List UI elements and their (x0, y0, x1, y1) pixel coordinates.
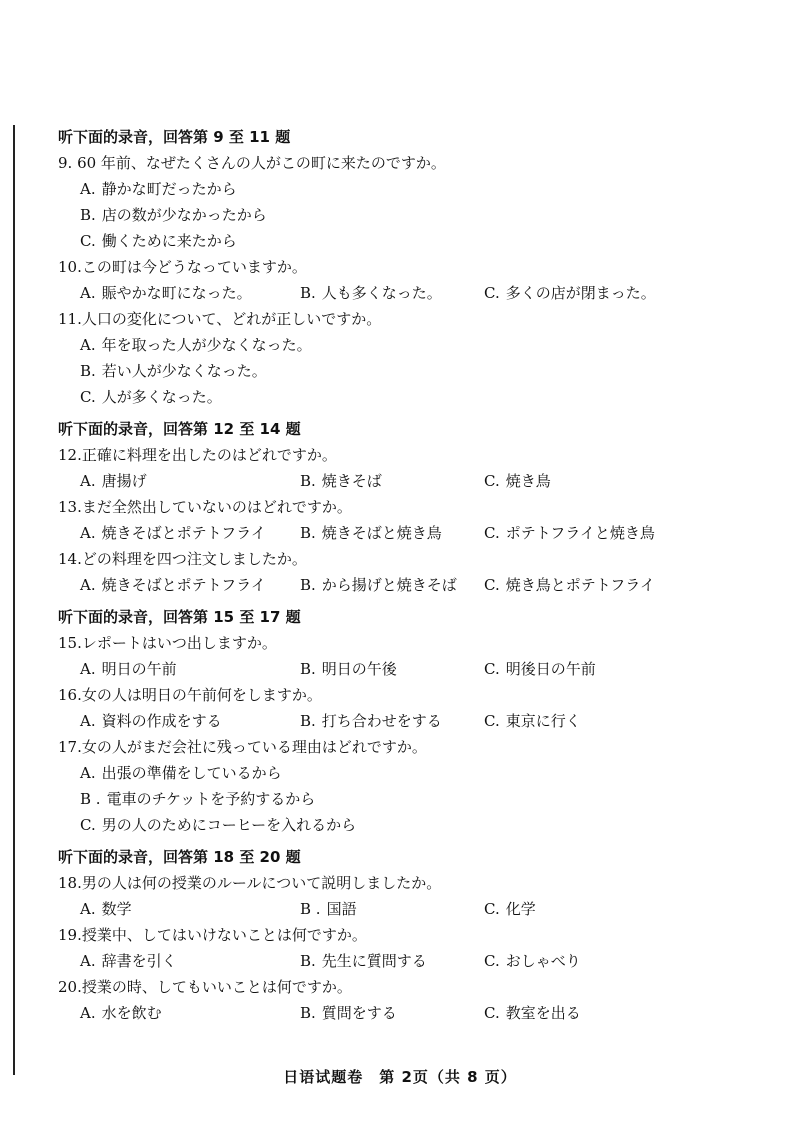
option-20-a (80, 1000, 300, 1026)
option-letter: B. (300, 472, 316, 490)
options-question-18 (58, 896, 758, 922)
option-text: 働くために来たから (101, 232, 237, 250)
option-text: 打ち合わせをする (321, 712, 442, 730)
exam-page (58, 124, 758, 1026)
question-20: 20.授業の時、してもいいことは何ですか。 (58, 978, 352, 996)
option-letter: B. (300, 1004, 316, 1022)
option-text: 人も多くなった。 (321, 284, 442, 302)
option-10-c (484, 280, 684, 306)
option-text: 辞書を引く (101, 952, 177, 970)
option-15-a (80, 656, 300, 682)
option-text: 焼きそばとポテトフライ (101, 524, 266, 542)
option-letter: C. (484, 524, 500, 542)
option-letter: A. (80, 952, 96, 970)
section-header-12-14: 听下面的录音，回答第 12 至 14 题 (58, 420, 301, 438)
page-footer: 日语试题卷 第 2页（共 8 页） (283, 1068, 517, 1086)
option-18-b (300, 896, 484, 922)
option-letter: C. (484, 900, 500, 918)
option-19-c (484, 948, 684, 974)
options-question-17 (58, 760, 758, 838)
options-question-9 (58, 176, 758, 254)
option-17-a (80, 760, 758, 786)
option-10-b (300, 280, 484, 306)
left-margin-line (13, 125, 15, 1075)
option-12-b (300, 468, 484, 494)
option-text: から揚げと焼きそば (321, 576, 457, 594)
option-text: 先生に質問する (321, 952, 427, 970)
option-letter: C. (80, 388, 96, 406)
option-text: 焼きそばとポテトフライ (101, 576, 266, 594)
option-18-c (484, 896, 684, 922)
option-9-a (80, 176, 758, 202)
option-19-a (80, 948, 300, 974)
option-letter: C. (484, 576, 500, 594)
option-text: 水を飲む (101, 1004, 162, 1022)
option-9-b (80, 202, 758, 228)
option-letter: A. (80, 180, 96, 198)
question-14: 14.どの料理を四つ注文しましたか。 (58, 550, 307, 568)
section-header-15-17: 听下面的录音，回答第 15 至 17 题 (58, 608, 301, 626)
option-letter: C. (484, 952, 500, 970)
option-text: 明日の午後 (321, 660, 397, 678)
options-question-20 (58, 1000, 758, 1026)
option-10-a (80, 280, 300, 306)
option-letter: A. (80, 576, 96, 594)
option-15-c (484, 656, 684, 682)
option-18-a (80, 896, 300, 922)
option-letter: B . (300, 900, 321, 918)
option-letter: C. (484, 284, 500, 302)
option-17-b (80, 786, 758, 812)
option-text: 焼き鳥 (505, 472, 551, 490)
option-17-c (80, 812, 758, 838)
question-9: 9. 60 年前、なぜたくさんの人がこの町に来たのですか。 (58, 154, 446, 172)
options-question-12 (58, 468, 758, 494)
option-16-b (300, 708, 484, 734)
option-16-a (80, 708, 300, 734)
options-question-16 (58, 708, 758, 734)
option-text: 出張の準備をしているから (101, 764, 282, 782)
option-text: 電車のチケットを予約するから (106, 790, 316, 808)
options-question-13 (58, 520, 758, 546)
option-letter: B. (300, 284, 316, 302)
option-letter: B. (300, 576, 316, 594)
option-text: 東京に行く (505, 712, 581, 730)
option-letter: C. (484, 712, 500, 730)
question-10: 10.この町は今どうなっていますか。 (58, 258, 307, 276)
option-text: 教室を出る (505, 1004, 581, 1022)
option-letter: C. (80, 816, 96, 834)
option-15-b (300, 656, 484, 682)
question-16: 16.女の人は明日の午前何をしますか。 (58, 686, 322, 704)
option-13-b (300, 520, 484, 546)
question-18: 18.男の人は何の授業のルールについて説明しましたか。 (58, 874, 442, 892)
option-letter: A. (80, 472, 96, 490)
option-text: 唐揚げ (101, 472, 147, 490)
option-text: 賑やかな町になった。 (101, 284, 252, 302)
options-question-10 (58, 280, 758, 306)
option-letter: B. (300, 524, 316, 542)
option-letter: B. (300, 660, 316, 678)
question-15: 15.レポートはいつ出しますか。 (58, 634, 277, 652)
option-letter: A. (80, 900, 96, 918)
option-9-c (80, 228, 758, 254)
option-12-a (80, 468, 300, 494)
option-20-c (484, 1000, 684, 1026)
option-letter: C. (484, 660, 500, 678)
option-11-c (80, 384, 758, 410)
option-letter: B. (80, 362, 96, 380)
option-text: 店の数が少なかったから (101, 206, 267, 224)
option-text: 焼きそば (321, 472, 382, 490)
option-text: 年を取った人が少なくなった。 (101, 336, 312, 354)
options-question-14 (58, 572, 758, 598)
option-13-c (484, 520, 684, 546)
option-text: 明日の午前 (101, 660, 177, 678)
option-14-b (300, 572, 484, 598)
option-text: 国語 (326, 900, 357, 918)
option-letter: A. (80, 284, 96, 302)
option-text: 化学 (505, 900, 536, 918)
option-text: 人が多くなった。 (101, 388, 222, 406)
option-text: ポテトフライと焼き鳥 (505, 524, 655, 542)
option-letter: C. (484, 1004, 500, 1022)
option-text: 焼きそばと焼き鳥 (321, 524, 442, 542)
option-text: 焼き鳥とポテトフライ (505, 576, 655, 594)
option-11-b (80, 358, 758, 384)
option-letter: A. (80, 712, 96, 730)
option-text: 若い人が少なくなった。 (101, 362, 267, 380)
question-11: 11.人口の変化について、どれが正しいですか。 (58, 310, 382, 328)
option-14-a (80, 572, 300, 598)
question-13: 13.まだ全然出していないのはどれですか。 (58, 498, 352, 516)
options-question-11 (58, 332, 758, 410)
option-text: 数学 (101, 900, 132, 918)
option-letter: A. (80, 524, 96, 542)
section-header-18-20: 听下面的录音，回答第 18 至 20 题 (58, 848, 301, 866)
question-12: 12.正確に料理を出したのはどれですか。 (58, 446, 337, 464)
option-16-c (484, 708, 684, 734)
question-19: 19.授業中、してはいけないことは何ですか。 (58, 926, 367, 944)
option-letter: C. (484, 472, 500, 490)
option-letter: A. (80, 1004, 96, 1022)
option-letter: A. (80, 336, 96, 354)
question-17: 17.女の人がまだ会社に残っている理由はどれですか。 (58, 738, 427, 756)
options-question-15 (58, 656, 758, 682)
option-letter: B . (80, 790, 101, 808)
option-text: 静かな町だったから (101, 180, 237, 198)
options-question-19 (58, 948, 758, 974)
option-letter: B. (300, 952, 316, 970)
option-letter: C. (80, 232, 96, 250)
option-text: 明後日の午前 (505, 660, 596, 678)
option-12-c (484, 468, 684, 494)
option-letter: A. (80, 660, 96, 678)
option-text: 多くの店が閉まった。 (505, 284, 656, 302)
option-14-c (484, 572, 684, 598)
option-text: おしゃべり (505, 952, 581, 970)
option-13-a (80, 520, 300, 546)
option-text: 資料の作成をする (101, 712, 222, 730)
option-19-b (300, 948, 484, 974)
section-header-9-11: 听下面的录音，回答第 9 至 11 题 (58, 128, 291, 146)
option-letter: B. (300, 712, 316, 730)
option-20-b (300, 1000, 484, 1026)
option-text: 質問をする (321, 1004, 397, 1022)
option-letter: A. (80, 764, 96, 782)
option-text: 男の人のためにコーヒーを入れるから (101, 816, 357, 834)
option-letter: B. (80, 206, 96, 224)
option-11-a (80, 332, 758, 358)
